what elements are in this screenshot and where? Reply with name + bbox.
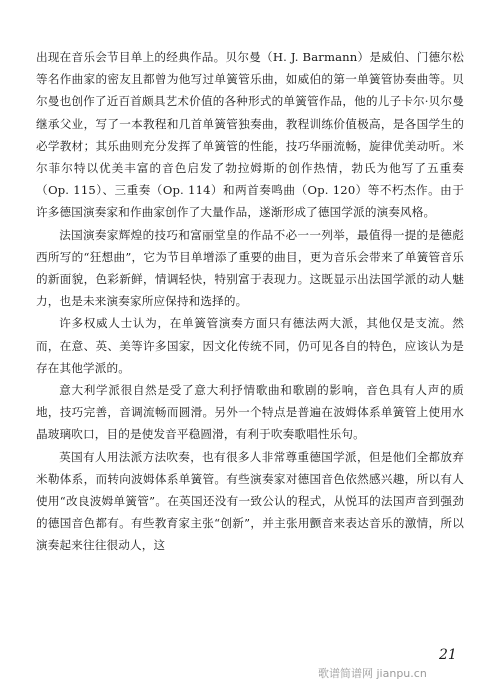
paragraph-3: 许多权威人士认为，在单簧管演奏方面只有德法两大派，其他仅是支流。然而，在意、英、美等许多国家，因文化传统不同，仍可见各自的特色，应该认为是存在其他学派的。 [36,316,464,375]
paragraph-4: 意大利学派很自然是受了意大利抒情歌曲和歌剧的影响，音色具有人声的质地，技巧完善，音调流畅而圆滑。另外一个特点是普遍在波姆体系单簧管上使用水晶玻璃吹口，目的是使发音平稳圆滑，有利于吹奏歌唱性乐句。 [36,383,464,442]
body-text [36,46,464,557]
paragraph-5: 英国有人用法派方法吹奏，也有很多人非常尊重德国学派，但是他们全都放弃米勒体系，而转向波姆体系单簧管。有些演奏家对德国音色依然感兴趣，所以有人使用“改良波姆单簧管”。在英国还没有一致公认的程式，从悦耳的法国声音到强劲的德国音色都有。有些教育家主张“创新”，并主张用颤音来表达音乐的激情，所以演奏起来往往很动人，这 [36,449,464,553]
paragraph-1: 出现在音乐会节目单上的经典作品。贝尔曼（H. J. Barmann）是威伯、门德尔松等名作曲家的密友且都曾为他写过单簧管乐曲，如威伯的第一单簧管协奏曲等。贝尔曼也创作了近百首颇具艺术价值的各种形式的单簧管作品，他的儿子卡尔·贝尔曼继承父业，写了一本教程和几首单簧管独奏曲，教程训练价值极高，是各国学生的必学教材；其乐曲则充分发挥了单簧管的性能，技巧华丽流畅，旋律优美动听。米尔菲尔特以优美丰富的音色启发了勃拉姆斯的创作热情，勃氏为他写了五重奏（Op. 115）、三重奏（Op. 114）和两首奏鸣曲（Op. 120）等不朽杰作。由于许多德国演奏家和作曲家创作了大量作品，遂渐形成了德国学派的演奏风格。 [36,50,464,220]
paragraph-2: 法国演奏家辉煌的技巧和富丽堂皇的作品不必一一列举，最值得一提的是德彪西所写的“狂想曲”，它为节目单增添了重要的曲目，更为音乐会带来了单簧管音乐的新面貌，色彩新鲜，情调轻快，特别富于表现力。这既显示出法国学派的动人魅力，也是未来演奏家所应保持和选择的。 [36,227,464,309]
page-number: 21 [439,647,457,663]
site-watermark: 歌谱简谱网 jianpu.cn [318,667,427,680]
